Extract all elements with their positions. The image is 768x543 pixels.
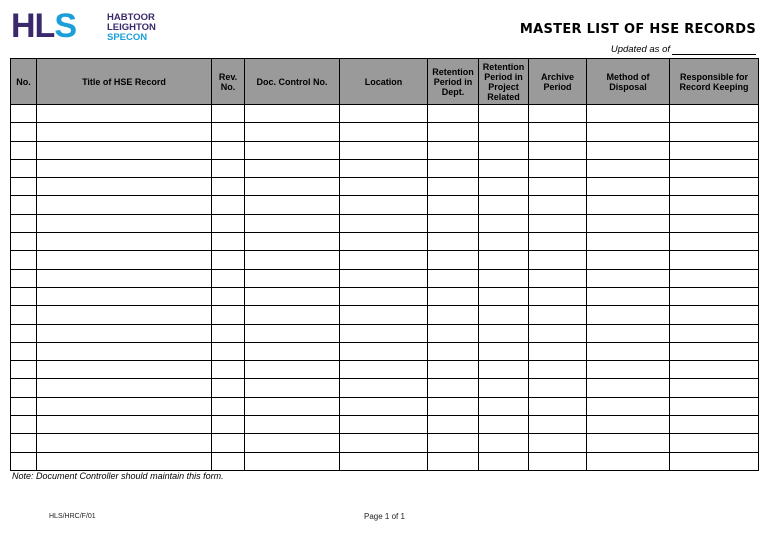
- table-cell[interactable]: [587, 123, 670, 141]
- table-cell[interactable]: [428, 306, 479, 324]
- table-cell[interactable]: [670, 178, 759, 196]
- table-row: [11, 287, 759, 305]
- table-cell[interactable]: [587, 379, 670, 397]
- table-cell[interactable]: [37, 452, 212, 470]
- table-cell[interactable]: [587, 306, 670, 324]
- table-cell[interactable]: [212, 178, 245, 196]
- table-cell[interactable]: [587, 361, 670, 379]
- table-cell[interactable]: [670, 379, 759, 397]
- table-cell[interactable]: [245, 105, 340, 123]
- table-cell[interactable]: [340, 178, 428, 196]
- table-cell[interactable]: [587, 141, 670, 159]
- hse-records-table: [10, 58, 759, 471]
- table-cell[interactable]: [428, 196, 479, 214]
- table-cell[interactable]: [479, 214, 529, 232]
- table-cell[interactable]: [340, 105, 428, 123]
- table-cell[interactable]: [340, 434, 428, 452]
- table-header-row: [11, 59, 759, 105]
- table-cell[interactable]: [670, 269, 759, 287]
- table-cell[interactable]: [212, 287, 245, 305]
- table-cell[interactable]: [340, 251, 428, 269]
- table-cell[interactable]: [670, 452, 759, 470]
- table-cell[interactable]: [587, 287, 670, 305]
- table-cell[interactable]: [212, 233, 245, 251]
- table-body: [11, 105, 759, 471]
- table-cell[interactable]: [529, 324, 587, 342]
- table-cell[interactable]: [37, 306, 212, 324]
- table-cell[interactable]: [587, 196, 670, 214]
- table-cell[interactable]: [11, 452, 37, 470]
- table-cell[interactable]: [340, 324, 428, 342]
- table-cell[interactable]: [587, 178, 670, 196]
- table-cell[interactable]: [245, 379, 340, 397]
- table-cell[interactable]: [245, 269, 340, 287]
- page-title: MASTER LIST OF HSE RECORDS: [519, 22, 756, 37]
- footnote: Note: Document Controller should maintain this form.: [12, 471, 224, 481]
- table-cell[interactable]: [37, 287, 212, 305]
- table-cell[interactable]: [11, 233, 37, 251]
- column-header: No.: [11, 59, 37, 105]
- logo-wordmark: HABTOOR LEIGHTON SPECON: [107, 12, 156, 43]
- table-cell[interactable]: [245, 178, 340, 196]
- table-cell[interactable]: [670, 306, 759, 324]
- column-header: Retention Period in Dept.: [428, 59, 479, 105]
- table-row: [11, 196, 759, 214]
- table-cell[interactable]: [245, 397, 340, 415]
- table-cell[interactable]: [11, 105, 37, 123]
- table-cell[interactable]: [245, 233, 340, 251]
- table-cell[interactable]: [670, 233, 759, 251]
- table-cell[interactable]: [529, 379, 587, 397]
- table-cell[interactable]: [529, 342, 587, 360]
- table-cell[interactable]: [245, 342, 340, 360]
- table-row: [11, 105, 759, 123]
- table-cell[interactable]: [529, 397, 587, 415]
- table-cell[interactable]: [479, 452, 529, 470]
- table-cell[interactable]: [479, 141, 529, 159]
- table-row: [11, 233, 759, 251]
- updated-label: Updated as of: [610, 44, 670, 55]
- table-cell[interactable]: [37, 141, 212, 159]
- table-cell[interactable]: [670, 105, 759, 123]
- table-cell[interactable]: [11, 416, 37, 434]
- table-cell[interactable]: [587, 233, 670, 251]
- column-header: Rev. No.: [212, 59, 245, 105]
- table-cell[interactable]: [479, 123, 529, 141]
- table-cell[interactable]: [428, 287, 479, 305]
- table-cell[interactable]: [529, 434, 587, 452]
- table-cell[interactable]: [428, 269, 479, 287]
- table-cell[interactable]: [11, 178, 37, 196]
- table-cell[interactable]: [11, 141, 37, 159]
- table-cell[interactable]: [340, 214, 428, 232]
- column-header: Method of Disposal: [587, 59, 670, 105]
- table-cell[interactable]: [245, 159, 340, 177]
- table-cell[interactable]: [479, 159, 529, 177]
- table-cell[interactable]: [479, 251, 529, 269]
- table-cell[interactable]: [37, 233, 212, 251]
- table-cell[interactable]: [587, 251, 670, 269]
- table-cell[interactable]: [428, 233, 479, 251]
- table-row: [11, 342, 759, 360]
- table-row: [11, 159, 759, 177]
- table-cell[interactable]: [11, 306, 37, 324]
- table-cell[interactable]: [340, 361, 428, 379]
- company-logo: [11, 7, 171, 45]
- table-cell[interactable]: [37, 159, 212, 177]
- table-cell[interactable]: [11, 342, 37, 360]
- column-header: Title of HSE Record: [37, 59, 212, 105]
- table-cell[interactable]: [529, 416, 587, 434]
- table-cell[interactable]: [37, 434, 212, 452]
- table-cell[interactable]: [529, 178, 587, 196]
- table-cell[interactable]: [428, 251, 479, 269]
- table-cell[interactable]: [587, 452, 670, 470]
- table-cell[interactable]: [212, 416, 245, 434]
- table-cell[interactable]: [670, 214, 759, 232]
- table-cell[interactable]: [11, 269, 37, 287]
- table-cell[interactable]: [529, 269, 587, 287]
- table-cell[interactable]: [428, 324, 479, 342]
- table-cell[interactable]: [37, 178, 212, 196]
- column-header: Responsible for Record Keeping: [670, 59, 759, 105]
- table-row: [11, 324, 759, 342]
- table-cell[interactable]: [670, 287, 759, 305]
- table-cell[interactable]: [428, 141, 479, 159]
- table-cell[interactable]: [37, 196, 212, 214]
- table-cell[interactable]: [479, 196, 529, 214]
- table-cell[interactable]: [212, 452, 245, 470]
- table-cell[interactable]: [587, 342, 670, 360]
- table-cell[interactable]: [428, 434, 479, 452]
- table-cell[interactable]: [529, 361, 587, 379]
- table-cell[interactable]: [212, 269, 245, 287]
- table-cell[interactable]: [245, 123, 340, 141]
- table-cell[interactable]: [529, 159, 587, 177]
- table-cell[interactable]: [245, 434, 340, 452]
- table-cell[interactable]: [529, 105, 587, 123]
- table-cell[interactable]: [37, 105, 212, 123]
- table-cell[interactable]: [212, 361, 245, 379]
- table-cell[interactable]: [245, 141, 340, 159]
- table-cell[interactable]: [245, 452, 340, 470]
- table-cell[interactable]: [529, 452, 587, 470]
- updated-as-of: [611, 44, 756, 55]
- table-cell[interactable]: [212, 159, 245, 177]
- table-cell[interactable]: [670, 251, 759, 269]
- column-header: Archive Period: [529, 59, 587, 105]
- table-cell[interactable]: [340, 123, 428, 141]
- table-row: [11, 434, 759, 452]
- table-cell[interactable]: [587, 416, 670, 434]
- table-row: [11, 416, 759, 434]
- table-cell[interactable]: [479, 379, 529, 397]
- table-row: [11, 214, 759, 232]
- table-cell[interactable]: [428, 397, 479, 415]
- table-cell[interactable]: [529, 214, 587, 232]
- table-cell[interactable]: [340, 159, 428, 177]
- table-cell[interactable]: [529, 123, 587, 141]
- table-cell[interactable]: [245, 306, 340, 324]
- table-cell[interactable]: [479, 397, 529, 415]
- table-row: [11, 397, 759, 415]
- table-cell[interactable]: [11, 159, 37, 177]
- table-cell[interactable]: [479, 361, 529, 379]
- table-cell[interactable]: [37, 214, 212, 232]
- table-cell[interactable]: [340, 452, 428, 470]
- table-cell[interactable]: [340, 233, 428, 251]
- table-cell[interactable]: [587, 159, 670, 177]
- table-cell[interactable]: [212, 251, 245, 269]
- table-cell[interactable]: [340, 397, 428, 415]
- table-cell[interactable]: [428, 159, 479, 177]
- table-cell[interactable]: [479, 342, 529, 360]
- column-header: Location: [340, 59, 428, 105]
- table-cell[interactable]: [428, 379, 479, 397]
- table-cell[interactable]: [428, 342, 479, 360]
- table-row: [11, 178, 759, 196]
- table-cell[interactable]: [11, 434, 37, 452]
- table-cell[interactable]: [340, 306, 428, 324]
- table-cell[interactable]: [212, 379, 245, 397]
- table-cell[interactable]: [587, 214, 670, 232]
- table-cell[interactable]: [670, 159, 759, 177]
- table-cell[interactable]: [212, 434, 245, 452]
- column-header: Doc. Control No.: [245, 59, 340, 105]
- table-cell[interactable]: [11, 379, 37, 397]
- table-cell[interactable]: [428, 361, 479, 379]
- table-cell[interactable]: [670, 141, 759, 159]
- table-cell[interactable]: [212, 342, 245, 360]
- table-cell[interactable]: [245, 361, 340, 379]
- table-cell[interactable]: [37, 397, 212, 415]
- table-cell[interactable]: [529, 287, 587, 305]
- table-cell[interactable]: [670, 196, 759, 214]
- table-cell[interactable]: [37, 324, 212, 342]
- table-row: [11, 452, 759, 470]
- table-cell[interactable]: [11, 397, 37, 415]
- table-cell[interactable]: [37, 251, 212, 269]
- table-cell[interactable]: [245, 287, 340, 305]
- table-row: [11, 361, 759, 379]
- table-cell[interactable]: [529, 306, 587, 324]
- table-cell[interactable]: [670, 397, 759, 415]
- table-cell[interactable]: [245, 251, 340, 269]
- table-cell[interactable]: [212, 123, 245, 141]
- table-cell[interactable]: [37, 379, 212, 397]
- table-cell[interactable]: [670, 324, 759, 342]
- table-cell[interactable]: [212, 196, 245, 214]
- table-cell[interactable]: [212, 141, 245, 159]
- table-cell[interactable]: [212, 306, 245, 324]
- table-cell[interactable]: [670, 434, 759, 452]
- table-cell[interactable]: [670, 416, 759, 434]
- table-cell[interactable]: [37, 123, 212, 141]
- table-row: [11, 379, 759, 397]
- page-number: Page 1 of 1: [364, 512, 405, 521]
- table-cell[interactable]: [340, 342, 428, 360]
- table-cell[interactable]: [37, 342, 212, 360]
- updated-date-blank[interactable]: [672, 45, 756, 55]
- table-cell[interactable]: [479, 105, 529, 123]
- document-code: HLS/HRC/F/01: [49, 513, 96, 520]
- logo-mark: HLS: [11, 7, 77, 45]
- table-cell[interactable]: [670, 361, 759, 379]
- table-cell[interactable]: [212, 214, 245, 232]
- table-cell[interactable]: [428, 214, 479, 232]
- table-cell[interactable]: [340, 269, 428, 287]
- table-cell[interactable]: [529, 141, 587, 159]
- table-cell[interactable]: [670, 123, 759, 141]
- table-cell[interactable]: [479, 233, 529, 251]
- table-cell[interactable]: [245, 214, 340, 232]
- table-cell[interactable]: [212, 105, 245, 123]
- table-cell[interactable]: [587, 397, 670, 415]
- table-row: [11, 123, 759, 141]
- table-cell[interactable]: [11, 287, 37, 305]
- table-cell[interactable]: [245, 196, 340, 214]
- table-cell[interactable]: [529, 233, 587, 251]
- table-cell[interactable]: [529, 196, 587, 214]
- table-row: [11, 306, 759, 324]
- table-cell[interactable]: [587, 434, 670, 452]
- table-row: [11, 269, 759, 287]
- table-row: [11, 251, 759, 269]
- table-cell[interactable]: [37, 361, 212, 379]
- table-cell[interactable]: [479, 269, 529, 287]
- table-cell[interactable]: [670, 342, 759, 360]
- table-cell[interactable]: [479, 324, 529, 342]
- table-cell[interactable]: [245, 324, 340, 342]
- table-cell[interactable]: [340, 416, 428, 434]
- table-cell[interactable]: [587, 324, 670, 342]
- table-cell[interactable]: [11, 251, 37, 269]
- table-cell[interactable]: [587, 269, 670, 287]
- table-cell[interactable]: [11, 123, 37, 141]
- table-row: [11, 141, 759, 159]
- table-cell[interactable]: [428, 178, 479, 196]
- column-header: Retention Period in Project Related: [479, 59, 529, 105]
- table-cell[interactable]: [428, 452, 479, 470]
- table-cell[interactable]: [428, 105, 479, 123]
- table-cell[interactable]: [340, 379, 428, 397]
- table-cell[interactable]: [479, 178, 529, 196]
- table-cell[interactable]: [340, 287, 428, 305]
- table-cell[interactable]: [428, 416, 479, 434]
- table-cell[interactable]: [11, 324, 37, 342]
- table-cell[interactable]: [11, 361, 37, 379]
- table-cell[interactable]: [37, 269, 212, 287]
- table-cell[interactable]: [212, 397, 245, 415]
- table-cell[interactable]: [479, 306, 529, 324]
- table-cell[interactable]: [340, 141, 428, 159]
- table-cell[interactable]: [37, 416, 212, 434]
- table-cell[interactable]: [529, 251, 587, 269]
- table-cell[interactable]: [11, 196, 37, 214]
- table-cell[interactable]: [212, 324, 245, 342]
- table-cell[interactable]: [340, 196, 428, 214]
- table-cell[interactable]: [428, 123, 479, 141]
- table-cell[interactable]: [479, 434, 529, 452]
- table-cell[interactable]: [245, 416, 340, 434]
- table-cell[interactable]: [11, 214, 37, 232]
- table-cell[interactable]: [479, 416, 529, 434]
- table-cell[interactable]: [479, 287, 529, 305]
- table-cell[interactable]: [587, 105, 670, 123]
